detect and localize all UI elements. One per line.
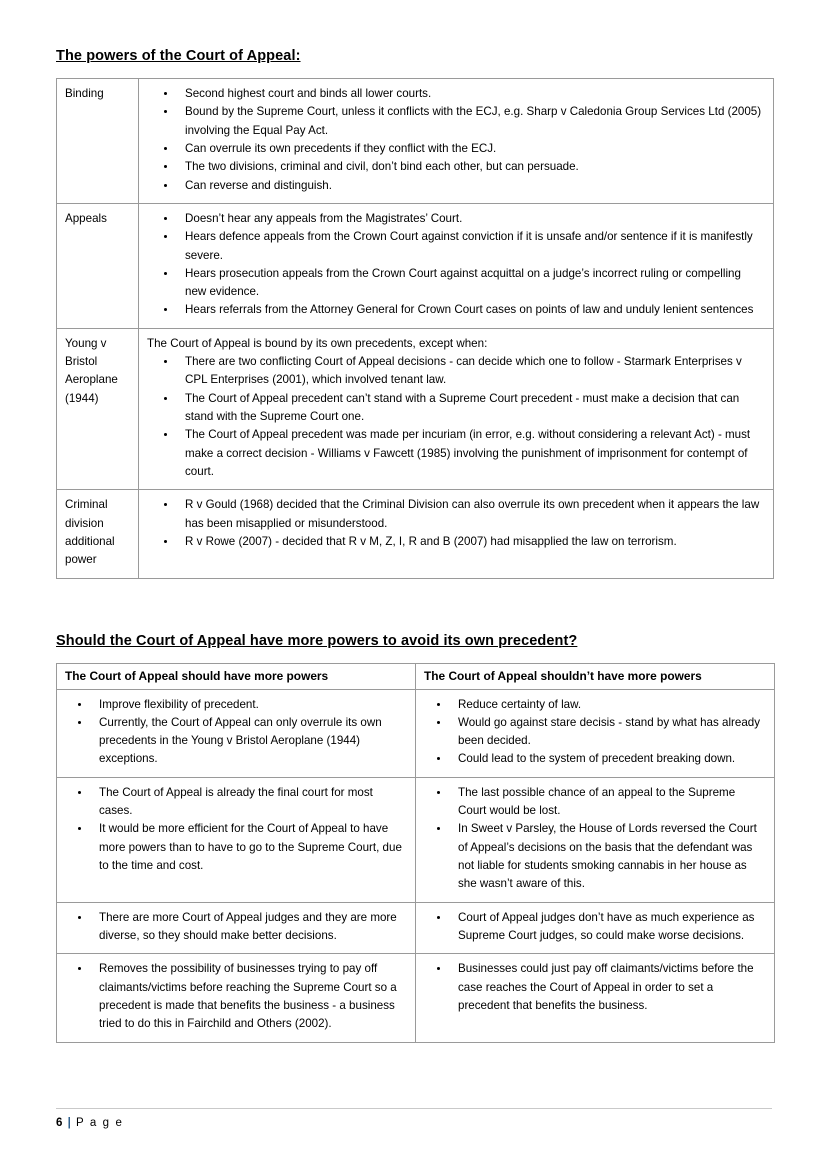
row-lead-text: The Court of Appeal is bound by its own precedents, except when:	[147, 336, 488, 350]
list-item: • Improve flexibility of precedent.	[91, 696, 407, 714]
list-item: • In Sweet v Parsley, the House of Lords reversed the Court of Appeal’s decisions on the basis that the defendant was not liable for students smoking cannabis in her house as she wasn’t aware of this.	[450, 820, 766, 893]
bullet-list	[420, 909, 766, 946]
cell-against	[416, 902, 775, 954]
list-item: • Reduce certainty of law.	[450, 696, 766, 714]
footer-page-number: 6	[56, 1117, 63, 1129]
list-item: • The last possible chance of an appeal to the Supreme Court would be lost.	[450, 784, 766, 821]
row-content	[139, 203, 774, 328]
cell-for	[57, 954, 416, 1042]
list-item: • There are more Court of Appeal judges and they are more diverse, so they should make better decisions.	[91, 909, 407, 946]
table-row	[57, 203, 774, 328]
page-title: The powers of the Court of Appeal:	[56, 48, 301, 64]
cell-against	[416, 689, 775, 777]
bullet-list	[420, 784, 766, 894]
cell-for	[57, 777, 416, 902]
column-header-against: The Court of Appeal shouldn’t have more powers	[416, 663, 775, 689]
list-item: • Would go against stare decisis - stand by what has already been decided.	[450, 714, 766, 751]
list-item: • Currently, the Court of Appeal can only overrule its own precedents in the Young v Bristol Aeroplane (1944) exceptions.	[91, 714, 407, 769]
bullet-list	[147, 496, 765, 551]
row-content	[139, 79, 774, 204]
bullet-list	[420, 960, 766, 1015]
debate-table	[56, 663, 775, 1043]
table-header-row	[57, 663, 775, 689]
list-item: • R v Gould (1968) decided that the Criminal Division can also overrule its own precedent when it appears the law has been misapplied or misunderstood.	[177, 496, 765, 533]
section-title-debate: Should the Court of Appeal have more powers to avoid its own precedent?	[56, 632, 578, 649]
list-item: • Could lead to the system of precedent breaking down.	[450, 750, 766, 768]
bullet-list	[147, 85, 765, 195]
list-item: • The Court of Appeal precedent can’t stand with a Supreme Court precedent - must make a decision that can stand with the Supreme Court one.	[177, 390, 765, 427]
list-item: • Can overrule its own precedents if they conflict with the ECJ.	[177, 140, 765, 158]
footer-page-word: P a g e	[76, 1117, 124, 1129]
cell-for	[57, 689, 416, 777]
list-item: • The Court of Appeal is already the final court for most cases.	[91, 784, 407, 821]
bullet-list	[61, 696, 407, 769]
list-item: • The Court of Appeal precedent was made per incuriam (in error, e.g. without considering a relevant Act) - must make a correct decision - Williams v Fawcett (1985) involving the punishment of imprisonment for contempt of court.	[177, 426, 765, 481]
powers-table	[56, 78, 774, 579]
list-item: • Hears prosecution appeals from the Crown Court against acquittal on a judge’s incorrect ruling or compelling new evidence.	[177, 265, 765, 302]
row-label: Criminal division additional power	[57, 490, 139, 578]
row-label: Appeals	[57, 203, 139, 328]
row-label: Binding	[57, 79, 139, 204]
list-item: • Businesses could just pay off claimants/victims before the case reaches the Court of Appeal in order to set a precedent that benefits the business.	[450, 960, 766, 1015]
list-item: • Hears referrals from the Attorney General for Crown Court cases on points of law and unduly lenient sentences	[177, 301, 765, 319]
list-item: • Second highest court and binds all lower courts.	[177, 85, 765, 103]
table-row	[57, 328, 774, 490]
list-item: • Can reverse and distinguish.	[177, 177, 765, 195]
list-item: • R v Rowe (2007) - decided that R v M, Z, I, R and B (2007) had misapplied the law on terrorism.	[177, 533, 765, 551]
table-row	[57, 79, 774, 204]
list-item: • Hears defence appeals from the Crown Court against conviction if it is unsafe and/or sentence if it is manifestly severe.	[177, 228, 765, 265]
list-item: • It would be more efficient for the Court of Appeal to have more powers than to have to go to the Supreme Court, due to the time and cost.	[91, 820, 407, 875]
bullet-list	[61, 909, 407, 946]
list-item: • Removes the possibility of businesses trying to pay off claimants/victims before reaching the Supreme Court so a precedent is made that benefits the business - a business tried to do this in Fairchild and Others (2002).	[91, 960, 407, 1033]
cell-for	[57, 902, 416, 954]
list-item: • Court of Appeal judges don’t have as much experience as Supreme Court judges, so could make worse decisions.	[450, 909, 766, 946]
table-row	[57, 902, 775, 954]
bullet-list	[420, 696, 766, 769]
list-item: • Doesn’t hear any appeals from the Magistrates’ Court.	[177, 210, 765, 228]
bullet-list	[61, 960, 407, 1033]
row-content	[139, 328, 774, 490]
table-row	[57, 490, 774, 578]
page-footer	[56, 1108, 772, 1129]
list-item: • There are two conflicting Court of Appeal decisions - can decide which one to follow - Starmark Enterprises v CPL Enterprises (2001), which involved tenant law.	[177, 353, 765, 390]
row-content	[139, 490, 774, 578]
bullet-list	[147, 353, 765, 481]
list-item: • The two divisions, criminal and civil, don’t bind each other, but can persuade.	[177, 158, 765, 176]
bullet-list	[61, 784, 407, 876]
table-row	[57, 777, 775, 902]
table-row	[57, 954, 775, 1042]
cell-against	[416, 777, 775, 902]
cell-against	[416, 954, 775, 1042]
column-header-for: The Court of Appeal should have more powers	[57, 663, 416, 689]
row-label: Young v Bristol Aeroplane (1944)	[57, 328, 139, 490]
bullet-list	[147, 210, 765, 320]
footer-separator: |	[67, 1117, 71, 1129]
table-row	[57, 689, 775, 777]
list-item: • Bound by the Supreme Court, unless it conflicts with the ECJ, e.g. Sharp v Caledonia Group Services Ltd (2005) involving the Equal Pay Act.	[177, 103, 765, 140]
